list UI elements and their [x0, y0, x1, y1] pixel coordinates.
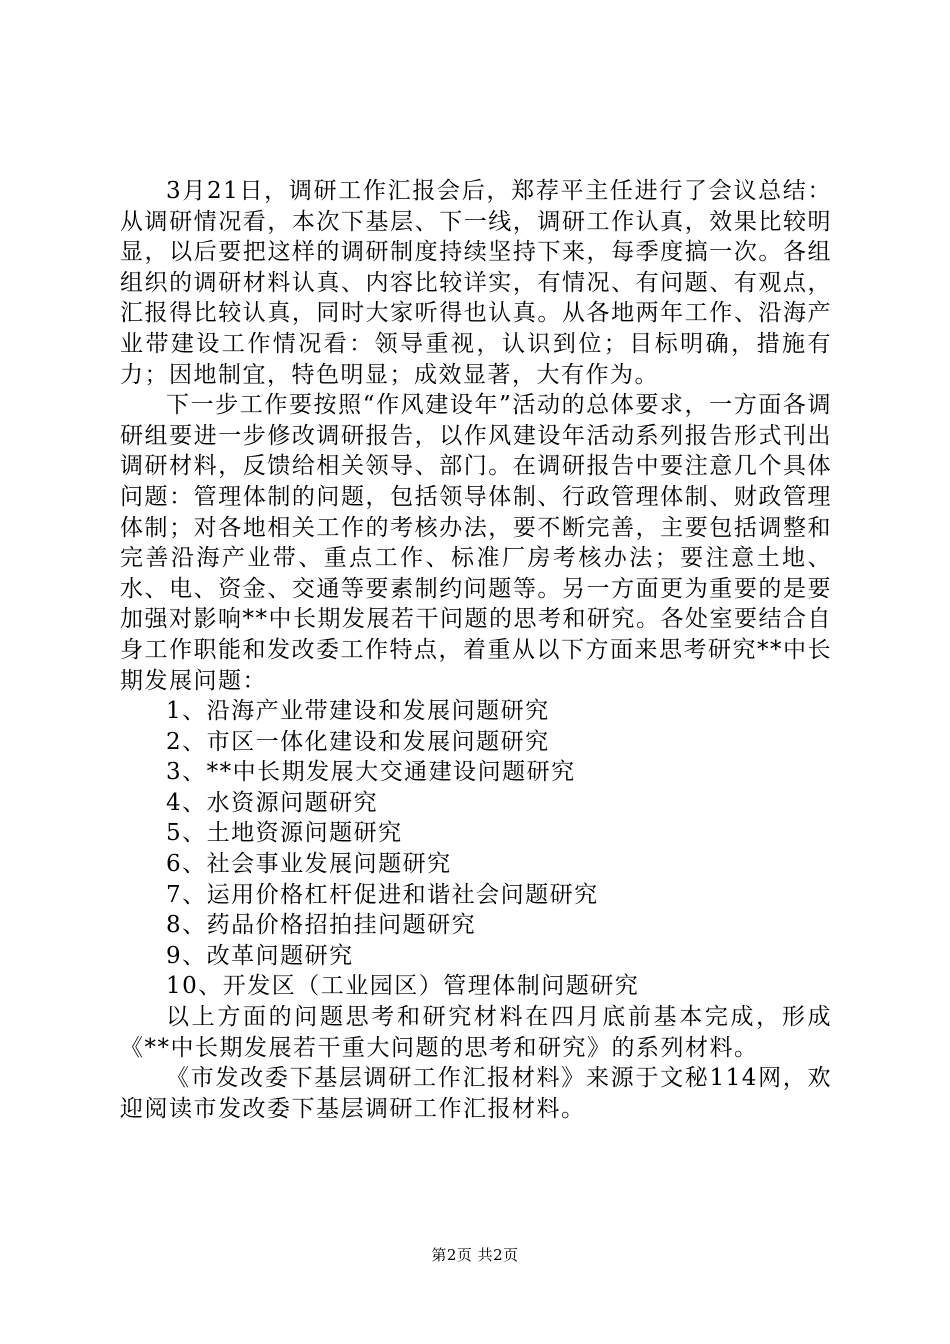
paragraph-source-note: 《市发改委下基层调研工作汇报材料》来源于文秘114网，欢迎阅读市发改委下基层调研工作汇报材料。 — [120, 1065, 832, 1122]
paragraph-next-steps: 下一步工作要按照“作风建设年”活动的总体要求，一方面各调研组要进一步修改调研报告，以作风建设年活动系列报告形式刊出调研材料，反馈给相关领导、部门。在调研报告中要注意几个具体问题：管理体制的问题，包括领导体制、行政管理体制、财政管理体制；对各地相关工作的考核办法，要不断完善，主要包括调整和完善沿海产业带、重点工作、标准厂房考核办法；要注意土地、水、电、资金、交通等要素制约问题等。另一方面更为重要的是要加强对影响**中长期发展若干问题的思考和研究。各处室要结合自身工作职能和发改委工作特点，着重从以下方面来思考研究**中长期发展问题： — [120, 392, 832, 694]
list-item: 4、水资源问题研究 — [166, 789, 379, 816]
list-item: 8、药品价格招拍挂问题研究 — [166, 912, 477, 939]
research-topic-list — [120, 696, 832, 1002]
list-item: 3、**中长期发展大交通建设问题研究 — [166, 759, 576, 786]
list-item: 2、市区一体化建设和发展问题研究 — [166, 728, 550, 755]
list-item: 6、社会事业发展问题研究 — [166, 851, 452, 878]
list-item: 10、开发区（工业园区）管理体制问题研究 — [166, 973, 640, 1000]
paragraph-deadline: 以上方面的问题思考和研究材料在四月底前基本完成，形成《**中长期发展若干重大问题的思考和研究》的系列材料。 — [120, 1004, 832, 1061]
page-number-footer: 第2页 共2页 — [431, 1246, 519, 1264]
list-item: 5、土地资源问题研究 — [166, 820, 403, 847]
paragraph-meeting-summary: 3月21日，调研工作汇报会后，郑荐平主任进行了会议总结：从调研情况看，本次下基层、下一线，调研工作认真，效果比较明显，以后要把这样的调研制度持续坚持下来，每季度搞一次。各组组织的调研材料认真、内容比较详实，有情况、有问题、有观点，汇报得比较认真，同时大家听得也认真。从各地两年工作、沿海产业带建设工作情况看：领导重视，认识到位；目标明确，措施有力；因地制宜，特色明显；成效显著，大有作为。 — [120, 178, 832, 388]
list-item: 7、运用价格杠杆促进和谐社会问题研究 — [166, 881, 599, 908]
list-item: 9、改革问题研究 — [166, 942, 354, 969]
list-item: 1、沿海产业带建设和发展问题研究 — [166, 698, 550, 725]
document-body — [120, 176, 832, 1124]
